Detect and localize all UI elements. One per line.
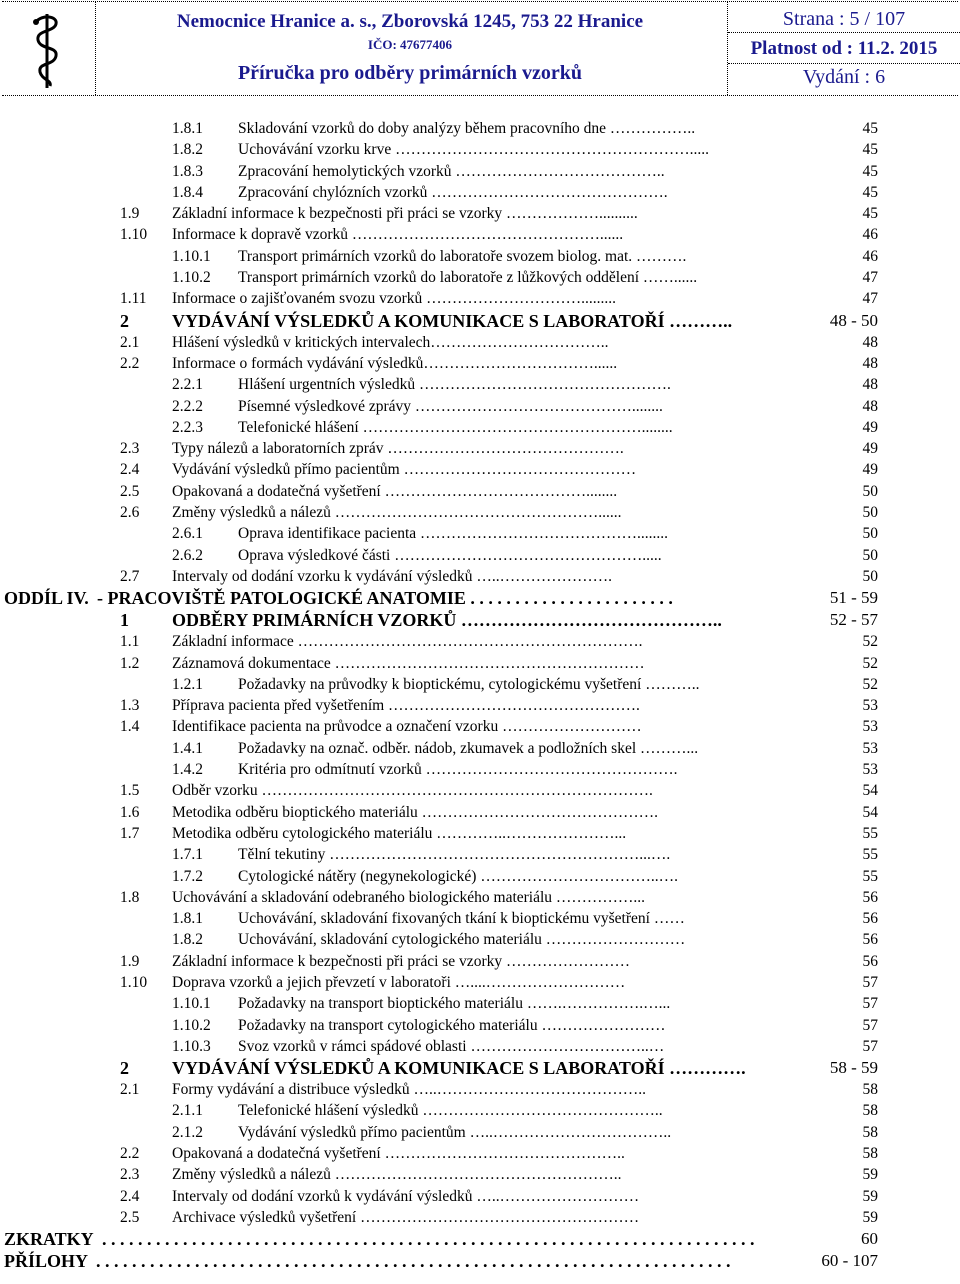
toc-entry[interactable] [0,566,960,587]
toc-entry-page: 52 [862,654,878,672]
toc-entry[interactable] [0,823,960,844]
toc-entry-number: 1.8.1 [172,910,203,928]
toc-entry-title: Požadavky na průvodky k bioptickému, cytologickému vyšetření ……….. [238,675,700,693]
toc-entry[interactable] [0,1100,960,1121]
toc-entry-page: 50 [862,567,878,585]
toc-entry-number: 2.1 [120,333,140,351]
toc-entry-page: 45 [862,183,878,201]
toc-entry-number: 2.6 [120,504,140,522]
toc-entry-page: 48 - 50 [829,310,878,330]
toc-entry-title: Svoz vzorků v rámci spádové oblasti ……………………………..… [238,1037,665,1055]
toc-entry[interactable] [0,203,960,224]
toc-entry[interactable] [0,908,960,929]
toc-entry[interactable] [0,332,960,353]
toc-entry-number: 1 [120,610,129,631]
toc-entry[interactable] [0,182,960,203]
toc-entry-page: 58 - 59 [829,1058,878,1078]
toc-entry[interactable] [0,310,960,332]
toc-entry-number: 2.2.2 [172,397,203,415]
toc-entry-number: PŘÍLOHY [4,1251,89,1272]
toc-entry-number: 1.10 [120,973,148,991]
toc-entry-page: 47 [862,269,878,287]
toc-entry-page: 47 [862,290,878,308]
toc-entry-number: 1.8 [120,888,140,906]
toc-entry[interactable] [0,802,960,823]
toc-entry-page: 52 [862,633,878,651]
toc-entry[interactable] [0,695,960,716]
toc-entry-page: 59 [862,1187,878,1205]
toc-entry[interactable] [0,353,960,374]
toc-entry[interactable] [0,224,960,245]
toc-entry-title: VYDÁVÁNÍ VÝSLEDKŮ A KOMUNIKACE S LABORATOŘÍ ……….. [172,310,733,331]
toc-entry-number: 1.7 [120,824,140,842]
toc-entry[interactable] [0,502,960,523]
toc-entry[interactable] [0,1228,960,1250]
toc-entry-page: 48 [862,354,878,372]
toc-entry-page: 60 [861,1229,878,1249]
toc-entry-title: Intervaly od dodání vzorků k vydávání výsledků …..……………………… [172,1187,640,1205]
toc-entry-number: 1.8.2 [172,141,203,159]
toc-entry-page: 52 - 57 [829,610,878,630]
toc-entry-number: 2.1 [120,1081,140,1099]
toc-entry[interactable] [0,118,960,139]
toc-entry-title: Transport primárních vzorků do laboratoře svozem biolog. mat. ………. [238,247,687,265]
toc-entry-number: 1.5 [120,782,140,800]
page-header [0,0,960,96]
toc-entry-title: Intervaly od dodání vzorku k vydávání výsledků …..…………………. [172,567,612,585]
toc-entry[interactable] [0,396,960,417]
toc-entry-number: 1.9 [120,952,140,970]
toc-entry-page: 57 [862,1016,878,1034]
toc-entry-title: Zpracování hemolytických vzorků ………………………………….. [238,162,665,180]
toc-entry-title: Formy vydávání a distribuce výsledků …..………………………………….. [172,1081,646,1099]
toc-entry-number: 2.2 [120,354,140,372]
toc-entry-number: 1.7.2 [172,867,203,885]
toc-entry-page: 50 [862,546,878,564]
toc-entry-number: 1.8.4 [172,183,203,201]
toc-entry-number: 1.10 [120,226,148,244]
toc-entry-title: Oprava výsledkové části …………………………………………..... [238,546,662,564]
toc-entry[interactable] [0,1143,960,1164]
toc-entry-title: Změny výsledků a nálezů ……………………………………………….. [172,1166,622,1184]
toc-entry[interactable] [0,459,960,480]
toc-entry-title: VYDÁVÁNÍ VÝSLEDKŮ A KOMUNIKACE S LABORATOŘÍ …………. [172,1058,746,1079]
toc-entry-title: Oprava identifikace pacienta ……………………………………........ [238,525,669,543]
toc-entry-page: 60 - 107 [821,1251,878,1271]
toc-entry[interactable] [0,674,960,695]
toc-entry-number: 2.3 [120,440,140,458]
toc-entry-number: 2.5 [120,482,140,500]
toc-entry-page: 57 [862,995,878,1013]
toc-entry-page: 55 [862,846,878,864]
toc-entry-title: Odběr vzorku …………………………………………………………………. [172,782,653,800]
toc-entry[interactable] [0,267,960,288]
toc-entry[interactable] [0,929,960,950]
toc-entry-number: 2.2.1 [172,376,203,394]
toc-entry-title: Uchovávání, skladování cytologického materiálu ……………………… [238,931,686,949]
toc-entry-page: 50 [862,504,878,522]
toc-entry[interactable] [0,887,960,908]
toc-entry-number: 2.4 [120,1187,140,1205]
toc-entry-number: 2 [120,1058,129,1079]
toc-entry-title: Informace o zajišťovaném svozu vzorků …………………………......... [172,290,616,308]
hospital-name: Nemocnice Hranice a. s., Zborovská 1245, 753 22 Hranice [176,11,644,32]
toc-entry-page: 59 [862,1208,878,1226]
toc-entry[interactable] [0,844,960,865]
toc-entry-page: 58 [862,1145,878,1163]
toc-entry-number: 2.4 [120,461,140,479]
toc-entry[interactable] [0,1036,960,1057]
toc-entry-page: 57 [862,1037,878,1055]
page-number: Strana : 5 / 107 [782,8,906,30]
toc-entry-title: Změny výsledků a nálezů ……………………………………………...... [172,504,622,522]
toc-entry-number: 1.4.1 [172,739,203,757]
toc-entry-page: 55 [862,867,878,885]
toc-entry-page: 53 [862,718,878,736]
toc-entry-title: Písemné výsledkové zprávy ……………………………………........ [238,397,663,415]
toc-entry-title: Zpracování chylózních vzorků ………………………………………. [238,183,668,201]
toc-entry-page: 45 [862,162,878,180]
toc-entry-number: 1.2 [120,654,140,672]
toc-entry[interactable] [0,866,960,887]
toc-entry-page: 51 - 59 [829,588,878,608]
toc-entry-title: Hlášení výsledků v kritických intervalech…………………………….. [172,333,609,351]
toc-entry-title: Vydávání výsledků přímo pacientům …..…………………………….. [238,1123,672,1141]
toc-entry-title: Metodika odběru cytologického materiálu …………..…………………... [172,824,627,842]
toc-entry-number: 1.9 [120,205,140,223]
toc-entry-title: Uchovávání a skladování odebraného biologického materiálu ……………... [172,888,646,906]
toc-entry[interactable] [0,246,960,267]
toc-entry-title: Vydávání výsledků přímo pacientům ……………………………………… [172,461,637,479]
toc-entry-page: 58 [862,1081,878,1099]
toc-entry-page: 46 [862,247,878,265]
toc-entry[interactable] [0,1164,960,1185]
toc-entry-page: 45 [862,205,878,223]
toc-entry-title: Typy nálezů a laboratorních zpráv ………………………………………. [172,440,624,458]
toc-entry-page: 54 [862,782,878,800]
toc-entry-number: 2.5 [120,1208,140,1226]
toc-entry-number: 2.6.1 [172,525,203,543]
toc-entry-title: Metodika odběru bioptického materiálu ………………………………………. [172,803,659,821]
toc-entry-title: - PRACOVIŠTĚ PATOLOGICKÉ ANATOMIE . . . . . . . . . . . . . . . . . . . . . . . [97,588,673,609]
toc-entry-page: 50 [862,525,878,543]
toc-entry-page: 56 [862,931,878,949]
toc-entry-title: Požadavky na transport bioptického materiálu …….…………….…... [238,995,671,1013]
toc-entry-title: . . . . . . . . . . . . . . . . . . . . . . . . . . . . . . . . . . . . . . . . . . . . . . . . . . . . . . . . . . . . . . . . . . . . . . . . . [102,1229,755,1250]
toc-entry[interactable] [0,1207,960,1228]
toc-entry-number: 1.8.1 [172,120,203,137]
toc-entry-number: 1.4.2 [172,761,203,779]
toc-entry[interactable] [0,374,960,395]
toc-entry-title: Požadavky na transport cytologického materiálu …………………… [238,1016,666,1034]
toc-entry-page: 56 [862,910,878,928]
toc-entry[interactable] [0,759,960,780]
toc-entry[interactable] [0,609,960,631]
toc-entry-page: 49 [862,418,878,436]
toc-entry-title: Požadavky na označ. odběr. nádob, zkumavek a podložních skel ………... [238,739,699,757]
toc-entry-page: 59 [862,1166,878,1184]
toc-entry-page: 49 [862,440,878,458]
toc-entry-number: 1.10.2 [172,269,211,287]
table-of-contents [0,118,960,1272]
toc-entry-page: 53 [862,697,878,715]
toc-entry-title: Hlášení urgentních výsledků …………………………………………. [238,376,671,394]
toc-entry-page: 56 [862,952,878,970]
header-divider [95,1,96,95]
header-cell-divider [728,32,960,33]
toc-entry-number: 2.7 [120,567,140,585]
toc-entry-page: 50 [862,482,878,500]
toc-entry-page: 54 [862,803,878,821]
toc-entry-number: 2.2 [120,1145,140,1163]
toc-entry-number: 1.10.1 [172,247,211,265]
toc-entry-title: Opakovaná a dodatečná vyšetření …………………………………........ [172,482,618,500]
toc-entry-title: Archivace výsledků vyšetření ……………………………………………… [172,1208,640,1226]
toc-entry[interactable] [0,438,960,459]
toc-entry-title: Základní informace k bezpečnosti při práci se vzorky …………………… [172,952,630,970]
toc-entry-number: 1.8.2 [172,931,203,949]
header-bottom-border [2,95,958,96]
toc-entry-title: Transport primárních vzorků do laboratoře z lůžkových oddělení ……...... [238,269,698,287]
toc-entry-number: 2.6.2 [172,546,203,564]
toc-entry-page: 45 [862,141,878,159]
toc-entry[interactable] [0,1186,960,1207]
toc-entry-page: 45 [862,120,878,137]
toc-entry[interactable] [0,1057,960,1079]
toc-entry-page: 55 [862,824,878,842]
toc-entry-number: 1.3 [120,697,140,715]
rod-of-asclepius-logo [22,10,72,90]
toc-entry[interactable] [0,587,960,609]
toc-entry-page: 53 [862,761,878,779]
toc-entry[interactable] [0,780,960,801]
toc-entry-number: 1.10.1 [172,995,211,1013]
toc-entry-number: 2.2.3 [172,418,203,436]
toc-entry-title: Uchovávání vzorku krve …………………………………………………..... [238,141,709,159]
toc-entry-page: 52 [862,675,878,693]
toc-entry-page: 48 [862,333,878,351]
toc-entry-page: 53 [862,739,878,757]
toc-entry-page: 58 [862,1123,878,1141]
toc-entry[interactable] [0,993,960,1014]
toc-entry[interactable] [0,716,960,737]
toc-entry[interactable] [0,653,960,674]
toc-entry-number: 1.11 [120,290,147,308]
toc-entry-title: Telefonické hlášení výsledků ……………………………………….. [238,1102,663,1120]
toc-entry-number: ZKRATKY [4,1229,94,1250]
toc-entry-page: 57 [862,973,878,991]
toc-entry[interactable] [0,631,960,652]
toc-entry-title: Základní informace k bezpečnosti při práci se vzorky ……………….......... [172,205,638,223]
document-title: Příručka pro odběry primárních vzorků [237,62,583,84]
toc-entry-title: Skladování vzorků do doby analýzy během pracovního dne …………….. [238,120,696,137]
toc-entry-number: 1.7.1 [172,846,203,864]
toc-entry[interactable] [0,545,960,566]
toc-entry-number: ODDÍL IV. [4,588,89,609]
toc-entry[interactable] [0,1015,960,1036]
header-cell-divider [728,63,960,64]
toc-entry-number: 1.10.2 [172,1016,211,1034]
toc-entry-title: Základní informace …………………………………………………………. [172,633,643,651]
toc-entry-number: 1.8.3 [172,162,203,180]
toc-entry-number: 1.4 [120,718,140,736]
toc-entry[interactable] [0,1079,960,1100]
toc-entry-title: Uchovávání, skladování fixovaných tkání k bioptickému vyšetření …… [238,910,685,928]
toc-entry-number: 1.6 [120,803,140,821]
valid-from: Platnost od : 11.2. 2015 [750,38,938,59]
toc-entry-page: 58 [862,1102,878,1120]
edition: Vydání : 6 [802,66,886,88]
toc-entry-page: 48 [862,376,878,394]
toc-entry[interactable] [0,139,960,160]
toc-entry-number: 2.3 [120,1166,140,1184]
toc-entry-title: Telefonické hlášení ………………………………………………........ [238,418,673,436]
toc-entry-title: Cytologické nátěry (negynekologické) ……………………………..…. [238,867,678,885]
toc-entry-title: Kritéria pro odmítnutí vzorků …………………………………………. [238,761,678,779]
toc-entry[interactable] [0,738,960,759]
toc-entry-number: 2.1.2 [172,1123,203,1141]
toc-entry-title: Informace k dopravě vzorků …………………………………………...... [172,226,624,244]
toc-entry-title: Tělní tekutiny ……………………………………………………...…. [238,846,671,864]
toc-entry[interactable] [0,288,960,309]
toc-entry-title: Opakovaná a dodatečná vyšetření ……………………………………….. [172,1145,625,1163]
toc-entry[interactable] [0,951,960,972]
toc-entry-title: Příprava pacienta před vyšetřením …………………………………………. [172,697,640,715]
toc-entry-number: 1.10.3 [172,1037,211,1055]
toc-entry[interactable] [0,417,960,438]
toc-entry-title: . . . . . . . . . . . . . . . . . . . . . . . . . . . . . . . . . . . . . . . . . . . . . . . . . . . . . . . . . . . . . . . . . . . . . . . [96,1251,731,1272]
header-top-border [2,1,958,2]
toc-entry-number: 1.1 [120,633,140,651]
toc-entry[interactable] [0,972,960,993]
toc-entry-number: 1.2.1 [172,675,203,693]
toc-entry-title: Informace o formách vydávání výsledků……………………………...... [172,354,618,372]
toc-entry[interactable] [0,1122,960,1143]
toc-entry-title: Identifikace pacienta na průvodce a označení vzorku ……………………… [172,718,642,736]
toc-entry-page: 56 [862,888,878,906]
toc-entry-number: 2 [120,310,129,331]
toc-entry-page: 46 [862,226,878,244]
toc-entry-number: 2.1.1 [172,1102,203,1120]
toc-entry-page: 49 [862,461,878,479]
toc-entry[interactable] [0,523,960,544]
toc-entry-title: Doprava vzorků a jejich převzetí v laboratoři …....……………………… [172,973,626,991]
toc-entry[interactable] [0,161,960,182]
toc-entry[interactable] [0,1250,960,1272]
toc-entry-title: Záznamová dokumentace …………………………………………………… [172,654,645,672]
toc-entry[interactable] [0,481,960,502]
toc-entry-title: ODBĚRY PRIMÁRNÍCH VZORKŮ …………………………………….. [172,610,722,631]
toc-entry-page: 48 [862,397,878,415]
company-id: IČO: 47677406 [367,37,453,52]
